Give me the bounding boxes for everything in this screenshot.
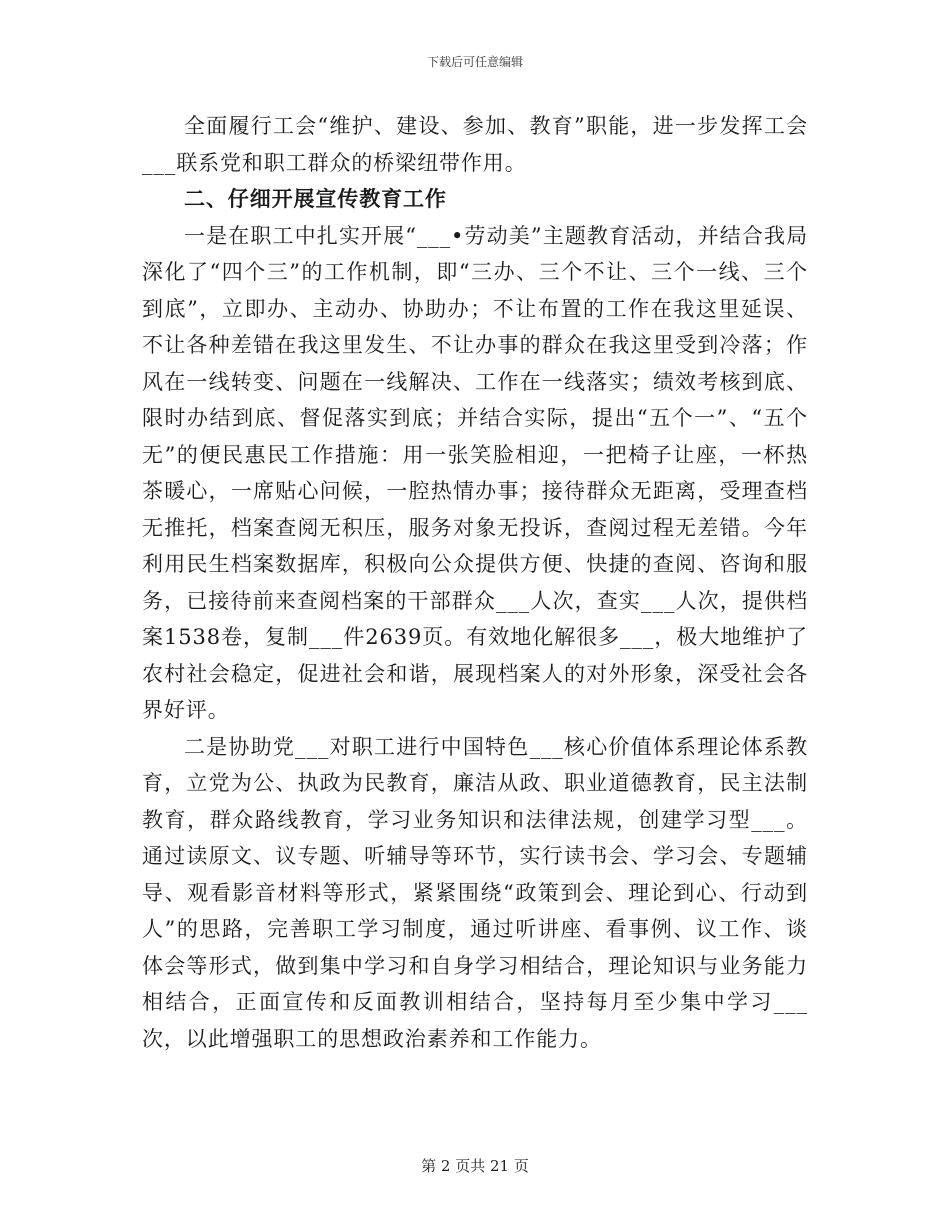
section-heading: 二、仔细开展宣传教育工作: [184, 187, 447, 211]
page-header: 下载后可任意编辑: [426, 55, 523, 69]
paragraph-union-duties: 全面履行工会“维护、建设、参加、教育”职能，进一步发挥工会___联系党和职工群众的桥梁纽带作用。: [142, 114, 808, 175]
page-number: 第 2 页共 21 页: [421, 1157, 529, 1175]
paragraph-labor-education: 一是在职工中扎实开展“___•劳动美”主题教育活动，并结合我局深化了“四个三”的工作机制，即“三办、三个不让、三个一线、三个到底”，立即办、主动办、协助办；不让布置的工作在我这里延误、不让各种差错在我这里发生、不让办事的群众在我这里受到冷落；作风在一线转变、问题在一线解决、工作在一线落实；绩效考核到底、限时办结到底、督促落实到底；并结合实际，提出“五个一”、“五个无”的便民惠民工作措施：用一张笑脸相迎，一把椅子让座，一杯热茶暖心，一席贴心问候，一腔热情办事；接待群众无距离，受理查档无推托，档案查阅无积压，服务对象无投诉，查阅过程无差错。今年利用民生档案数据库，积极向公众提供方便、快捷的查阅、咨询和服务，已接待前来查阅档案的干部群众___人次，查实___人次，提供档案1538卷，复制___件2639页。有效地化解很多___，极大地维护了农村社会稳定，促进社会和谐，展现档案人的对外形象，深受社会各界好评。: [142, 223, 808, 722]
paragraph-party-education: 二是协助党___对职工进行中国特色___核心价值体系理论体系教育，立党为公、执政为民教育，廉洁从政、职业道德教育，民主法制教育，群众路线教育，学习业务知识和法律法规，创建学习型___。通过读原文、议专题、听辅导等环节，实行读书会、学习会、专题辅导、观看影音材料等形式，紧紧围绕“政策到会、理论到心、行动到人”的思路，完善职工学习制度，通过听讲座、看事例、议工作、谈体会等形式，做到集中学习和自身学习相结合，理论知识与业务能力相结合，正面宣传和反面教训相结合，坚持每月至少集中学习___次，以此增强职工的思想政治素养和工作能力。: [142, 734, 808, 1051]
document-body: [142, 108, 808, 1057]
